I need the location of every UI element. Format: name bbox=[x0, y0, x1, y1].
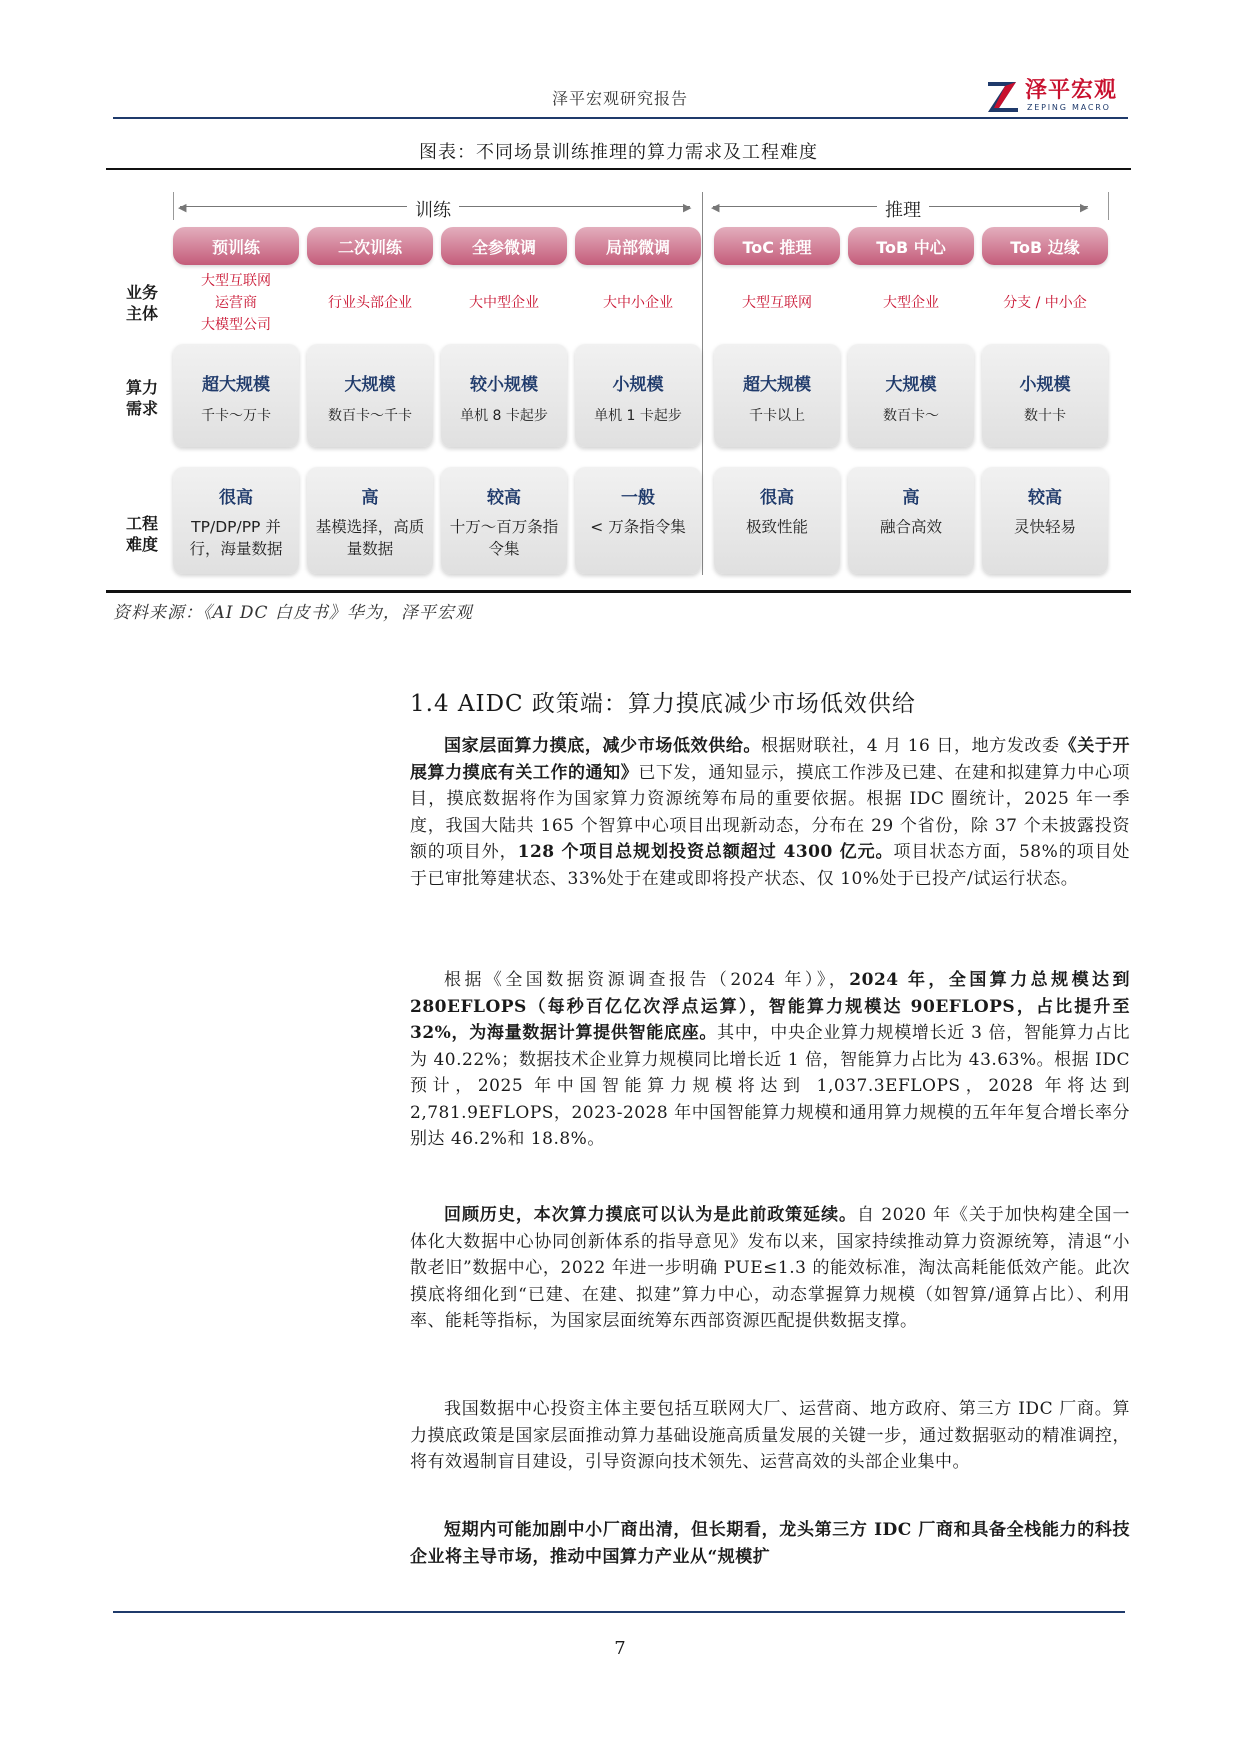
text-run: 根据财联社，4 月 16 日，地方发改委 bbox=[761, 736, 1060, 756]
compute-scale: 超大规模 bbox=[202, 375, 270, 395]
scene-pill: ToB 中心 bbox=[848, 227, 974, 265]
bold-run: 2024 年，全国算力总规模达到 280EFLOPS（每秒百亿亿次浮点运算），智能算力规模达 90EFLOPS，占比提升至 32%，为海量数据计算提供智能底座。 bbox=[410, 970, 1130, 1043]
difficulty-card bbox=[848, 467, 974, 574]
header-rule bbox=[113, 117, 1128, 119]
group-label-inference: 推理 bbox=[877, 196, 929, 222]
text-run: 其中，中央企业算力规模增长近 3 倍，智能算力占比为 40.22%；数据技术企业算力规模同比增长近 1 倍，智能算力占比为 43.63%。根据 IDC 预计，2025 年中国智能算力规模将达到 1,037.3EFLOPS，2028 年将达到 2,781.9EFLOPS，2023-2028 年中国智能算力规模和通用算力规模的五年年复合增长率分别达 46.2%和 18.8%。 bbox=[410, 1023, 1131, 1149]
arrow-left-icon: ◀ bbox=[711, 201, 720, 214]
compute-scale: 小规模 bbox=[1019, 375, 1071, 395]
org-cell: 大中型企业 bbox=[469, 295, 539, 311]
figure-source: 资料来源：《AI DC 白皮书》华为，泽平宏观 bbox=[113, 603, 473, 623]
difficulty-detail: 十万～百万条指令集 bbox=[449, 518, 559, 558]
scene-pill: 二次训练 bbox=[307, 227, 433, 265]
footer-rule bbox=[113, 1611, 1125, 1613]
compute-cards: 数百卡～千卡 bbox=[328, 408, 412, 424]
bold-run: 国家层面算力摸底，减少市场低效供给。 bbox=[444, 736, 762, 756]
compute-cards: 千卡以上 bbox=[749, 408, 805, 424]
compute-cards: 千卡～万卡 bbox=[201, 408, 271, 424]
scene-pill: ToC 推理 bbox=[714, 227, 840, 265]
compute-scale: 超大规模 bbox=[743, 375, 811, 395]
org-cell: 大型互联网 运营商 大模型公司 bbox=[201, 273, 271, 333]
text-run: 自 2020 年《关于加快构建全国一体化大数据中心协同创新体系的指导意见》发布以来，国家持续推动算力资源统筹，清退“小散老旧”数据中心，2022 年进一步明确 PUE≤1.3 的能效标准，淘汰高耗能低效产能。此次摸底将细化到“已建、在建、拟建”算力中心，动态掌握算力规模（如智算/通算占比）、利用率、能耗等指标，为国家层面统筹东西部资源匹配提供数据支撑。 bbox=[410, 1205, 1131, 1331]
compute-cards: 单机 1 卡起步 bbox=[594, 408, 682, 424]
difficulty-level: 高 bbox=[361, 488, 379, 508]
page-number: 7 bbox=[614, 1638, 626, 1659]
compute-card bbox=[173, 344, 299, 447]
compute-card bbox=[575, 344, 701, 447]
paragraph bbox=[410, 1517, 1130, 1570]
paragraph bbox=[410, 1202, 1130, 1335]
compute-card bbox=[441, 344, 567, 447]
difficulty-level: 很高 bbox=[219, 488, 253, 508]
difficulty-detail: 极致性能 bbox=[745, 518, 808, 536]
org-cell: 大型互联网 bbox=[742, 295, 812, 311]
difficulty-detail: 灵快轻易 bbox=[1013, 518, 1076, 536]
org-cell: 大中小企业 bbox=[603, 295, 673, 311]
group-bracket-right bbox=[1108, 192, 1109, 220]
difficulty-detail: 基模选择，高质量数据 bbox=[315, 518, 425, 558]
difficulty-level: 较高 bbox=[487, 488, 521, 508]
text-run: 已下发，通知显示，摸底工作涉及已建、在建和拟建算力中心项目，摸底数据将作为国家算力资源统筹布局的重要依据。根据 IDC 圈统计，2025 年一季度，我国大陆共 165 个智算中心项目出现新动态，分布在 29 个省份，除 37 个未披露投资额的项目外， bbox=[410, 762, 1130, 862]
difficulty-card bbox=[173, 467, 299, 574]
bold-run: 短期内可能加剧中小厂商出清，但长期看，龙头第三方 IDC 厂商和具备全栈能力的科技企业将主导市场，推动中国算力产业从“规模扩 bbox=[410, 1520, 1130, 1567]
text-run: 项目状态方面，58%的项目处于已审批筹建状态、33%处于在建或即将投产状态、仅 10%处于已投产/试运行状态。 bbox=[410, 842, 1130, 889]
scene-pill: ToB 边缘 bbox=[982, 227, 1108, 265]
row-label-org: 业务主体 bbox=[125, 283, 158, 323]
arrow-left-icon: ◀ bbox=[178, 201, 187, 214]
scene-pill: 全参微调 bbox=[441, 227, 567, 265]
difficulty-card bbox=[982, 467, 1108, 574]
difficulty-card bbox=[307, 467, 433, 574]
group-bracket-left bbox=[173, 192, 174, 220]
org-cell: 大型企业 bbox=[883, 295, 939, 311]
paragraph bbox=[410, 1396, 1130, 1476]
logo-text-cn: 泽平宏观 bbox=[1025, 78, 1118, 103]
section-heading: 1.4 AIDC 政策端：算力摸底减少市场低效供给 bbox=[410, 691, 916, 717]
org-cell: 分支 / 中小企 bbox=[1003, 295, 1087, 311]
group-label-training: 训练 bbox=[407, 196, 459, 222]
figure-caption: 图表：不同场景训练推理的算力需求及工程难度 bbox=[419, 142, 818, 163]
difficulty-detail: TP/DP/PP 并行，海量数据 bbox=[189, 518, 283, 558]
compute-card bbox=[982, 344, 1108, 447]
train-infer-divider bbox=[702, 192, 703, 575]
arrow-right-icon: ▶ bbox=[683, 201, 692, 214]
figure-top-rule bbox=[106, 168, 1131, 170]
scene-pill: 局部微调 bbox=[575, 227, 701, 265]
bold-run: 《关于开展算力摸底有关工作的通知》 bbox=[410, 736, 1131, 783]
paragraph bbox=[410, 733, 1130, 892]
compute-card bbox=[307, 344, 433, 447]
compute-cards: 数百卡～ bbox=[883, 408, 939, 424]
compute-cards: 单机 8 卡起步 bbox=[460, 408, 548, 424]
difficulty-detail: < 万条指令集 bbox=[590, 518, 686, 536]
difficulty-level: 高 bbox=[902, 488, 920, 508]
text-run: 我国数据中心投资主体主要包括互联网大厂、运营商、地方政府、第三方 IDC 厂商。算力摸底政策是国家层面推动算力基础设施高质量发展的关键一步，通过数据驱动的精准调控，将有效遏制盲目建设，引导资源向技术领先、运营高效的头部企业集中。 bbox=[410, 1399, 1130, 1472]
logo-text-en: ZEPING MACRO bbox=[1027, 103, 1111, 112]
compute-card bbox=[848, 344, 974, 447]
compute-scale: 大规模 bbox=[885, 375, 937, 395]
report-header-title: 泽平宏观研究报告 bbox=[551, 89, 688, 108]
zeping-logo bbox=[985, 78, 1130, 114]
difficulty-card bbox=[575, 467, 701, 574]
difficulty-detail: 融合高效 bbox=[879, 518, 942, 536]
paragraph bbox=[410, 967, 1130, 1153]
compute-scale: 小规模 bbox=[612, 375, 664, 395]
compute-scale: 较小规模 bbox=[470, 375, 538, 395]
bold-run: 回顾历史，本次算力摸底可以认为是此前政策延续。 bbox=[444, 1205, 857, 1225]
difficulty-level: 一般 bbox=[621, 488, 655, 508]
row-label-difficulty: 工程难度 bbox=[125, 514, 158, 554]
compute-scale: 大规模 bbox=[344, 375, 396, 395]
difficulty-card bbox=[441, 467, 567, 574]
bold-run: 128 个项目总规划投资总额超过 4300 亿元。 bbox=[517, 842, 894, 862]
text-run: 根据《全国数据资源调查报告（2024 年）》， bbox=[444, 970, 850, 990]
row-label-compute: 算力需求 bbox=[125, 378, 158, 418]
difficulty-level: 很高 bbox=[760, 488, 794, 508]
difficulty-card bbox=[714, 467, 840, 574]
zeping-logo-icon bbox=[985, 78, 1021, 114]
difficulty-level: 较高 bbox=[1028, 488, 1062, 508]
compute-cards: 数十卡 bbox=[1024, 408, 1066, 424]
org-cell: 行业头部企业 bbox=[328, 295, 412, 311]
scene-pill: 预训练 bbox=[173, 227, 299, 265]
figure-bottom-rule bbox=[106, 590, 1131, 593]
compute-card bbox=[714, 344, 840, 447]
arrow-right-icon: ▶ bbox=[1080, 201, 1089, 214]
